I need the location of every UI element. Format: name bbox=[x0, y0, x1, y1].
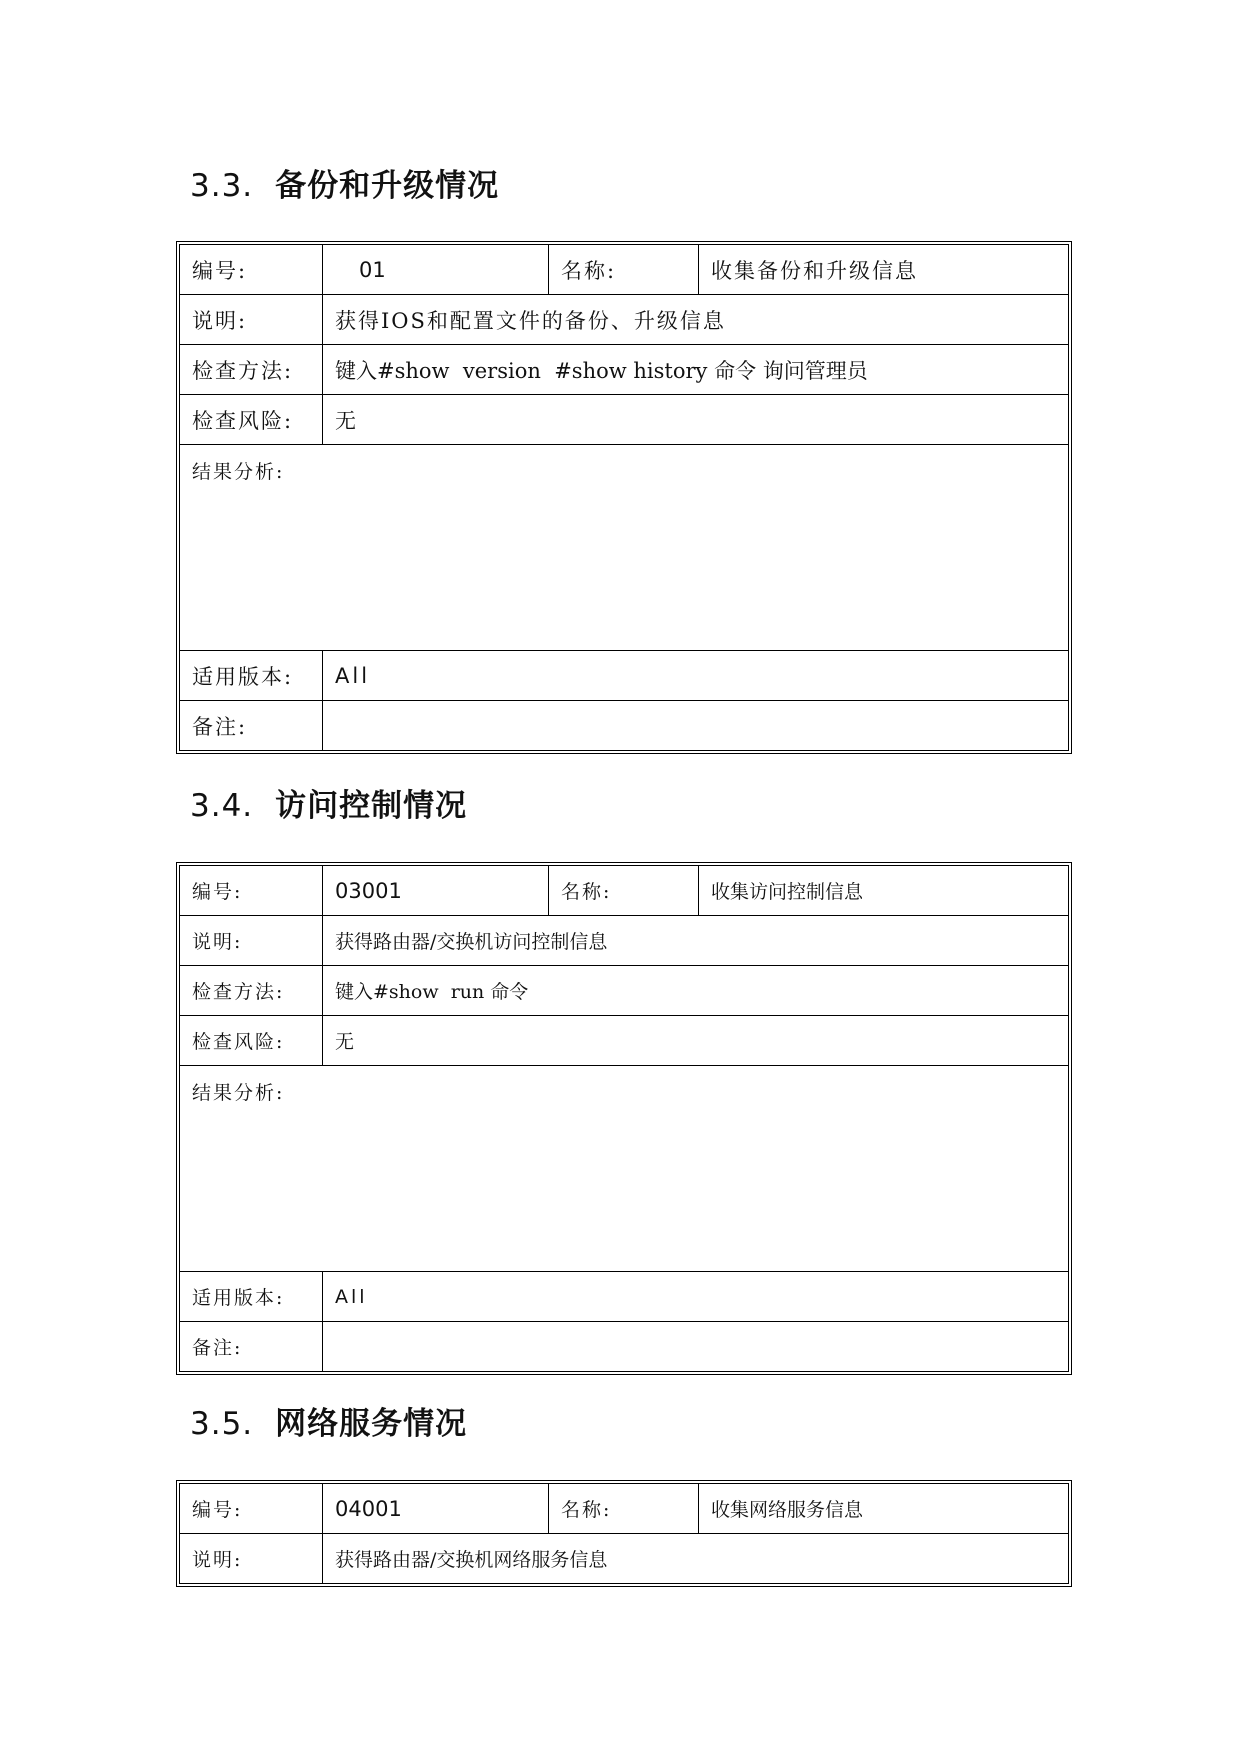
section-number: 3.3. bbox=[190, 168, 254, 204]
form-row-version bbox=[180, 1272, 1069, 1322]
form-row-id bbox=[180, 1484, 1069, 1534]
form-row-note bbox=[180, 1322, 1069, 1372]
version-value: All bbox=[323, 1272, 1069, 1322]
section-title: 备份和升级情况 bbox=[275, 168, 500, 204]
name-value: 收集访问控制信息 bbox=[699, 866, 1069, 916]
version-value: All bbox=[323, 651, 1069, 701]
method-value: 键入#show run 命令 bbox=[323, 966, 1069, 1016]
risk-label: 检查风险: bbox=[180, 1016, 323, 1066]
form-row-id bbox=[180, 866, 1069, 916]
form-row-desc bbox=[180, 295, 1069, 345]
method-label: 检查方法: bbox=[180, 345, 323, 395]
name-value: 收集网络服务信息 bbox=[699, 1484, 1069, 1534]
form-row-id bbox=[180, 245, 1069, 295]
form-row-method bbox=[180, 966, 1069, 1016]
form-row-version bbox=[180, 651, 1069, 701]
form-row-result bbox=[180, 1066, 1069, 1272]
version-label: 适用版本: bbox=[180, 651, 323, 701]
note-label: 备注: bbox=[180, 1322, 323, 1372]
section-heading-3-3 bbox=[190, 160, 499, 205]
desc-label: 说明: bbox=[180, 916, 323, 966]
name-label: 名称: bbox=[549, 245, 699, 295]
risk-label: 检查风险: bbox=[180, 395, 323, 445]
section-title: 网络服务情况 bbox=[275, 1406, 468, 1442]
desc-value: 获得路由器/交换机网络服务信息 bbox=[323, 1534, 1069, 1584]
form-row-risk bbox=[180, 395, 1069, 445]
note-value bbox=[323, 701, 1069, 751]
section-heading-3-4 bbox=[190, 780, 467, 825]
form-row-risk bbox=[180, 1016, 1069, 1066]
desc-value: 获得IOS和配置文件的备份、升级信息 bbox=[323, 295, 1069, 345]
risk-value: 无 bbox=[323, 395, 1069, 445]
note-value bbox=[323, 1322, 1069, 1372]
section-number: 3.5. bbox=[190, 1406, 254, 1442]
name-value: 收集备份和升级信息 bbox=[699, 245, 1069, 295]
form-row-desc bbox=[180, 1534, 1069, 1584]
section-title: 访问控制情况 bbox=[275, 788, 468, 824]
note-label: 备注: bbox=[180, 701, 323, 751]
id-value: 01 bbox=[323, 245, 549, 295]
name-label: 名称: bbox=[549, 866, 699, 916]
check-form-3-4 bbox=[176, 862, 1072, 1375]
method-label: 检查方法: bbox=[180, 966, 323, 1016]
id-label: 编号: bbox=[180, 1484, 323, 1534]
form-row-desc bbox=[180, 916, 1069, 966]
id-label: 编号: bbox=[180, 245, 323, 295]
form-row-result bbox=[180, 445, 1069, 651]
method-value: 键入#show version #show history 命令 询问管理员 bbox=[323, 345, 1069, 395]
section-number: 3.4. bbox=[190, 788, 254, 824]
result-label: 结果分析: bbox=[180, 445, 1069, 651]
desc-label: 说明: bbox=[180, 1534, 323, 1584]
id-value: 04001 bbox=[323, 1484, 549, 1534]
risk-value: 无 bbox=[323, 1016, 1069, 1066]
check-form-3-3 bbox=[176, 241, 1072, 754]
result-label: 结果分析: bbox=[180, 1066, 1069, 1272]
desc-label: 说明: bbox=[180, 295, 323, 345]
form-row-method bbox=[180, 345, 1069, 395]
version-label: 适用版本: bbox=[180, 1272, 323, 1322]
name-label: 名称: bbox=[549, 1484, 699, 1534]
form-row-note bbox=[180, 701, 1069, 751]
section-heading-3-5 bbox=[190, 1398, 467, 1443]
id-value: 03001 bbox=[323, 866, 549, 916]
check-form-3-5 bbox=[176, 1480, 1072, 1587]
id-label: 编号: bbox=[180, 866, 323, 916]
desc-value: 获得路由器/交换机访问控制信息 bbox=[323, 916, 1069, 966]
